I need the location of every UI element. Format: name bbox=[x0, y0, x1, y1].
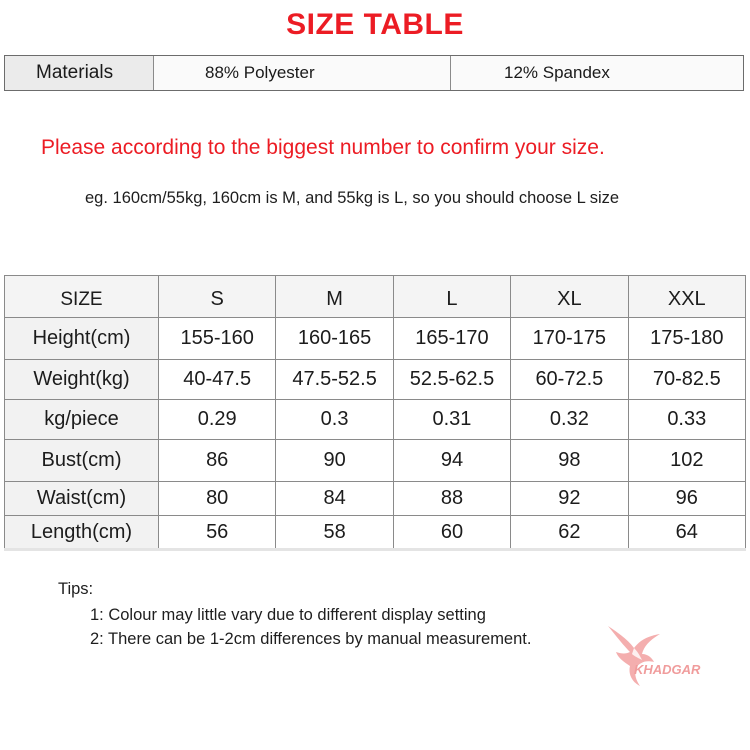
header-cell: L bbox=[393, 276, 510, 318]
table-cell: 0.3 bbox=[276, 400, 393, 440]
table-cell: 86 bbox=[159, 440, 276, 482]
table-header-row bbox=[5, 276, 746, 318]
table-row-bust bbox=[5, 440, 746, 482]
table-cell: 175-180 bbox=[628, 318, 745, 360]
table-cell: 160-165 bbox=[276, 318, 393, 360]
tip-item: 1: Colour may little vary due to different display setting bbox=[90, 606, 486, 624]
table-cell: 0.32 bbox=[511, 400, 628, 440]
header-cell: XXL bbox=[628, 276, 745, 318]
table-cell: 92 bbox=[511, 482, 628, 516]
table-cell: 165-170 bbox=[393, 318, 510, 360]
table-cell: 60 bbox=[393, 516, 510, 550]
row-label: Height(cm) bbox=[5, 318, 159, 360]
table-cell: 58 bbox=[276, 516, 393, 550]
table-cell: 70-82.5 bbox=[628, 360, 745, 400]
table-cell: 40-47.5 bbox=[159, 360, 276, 400]
materials-table bbox=[4, 55, 744, 91]
table-bottom-divider bbox=[4, 548, 746, 551]
table-cell: 94 bbox=[393, 440, 510, 482]
table-cell: 0.29 bbox=[159, 400, 276, 440]
size-notice: Please according to the biggest number to confirm your size. bbox=[41, 136, 605, 159]
brand-logo bbox=[604, 618, 722, 698]
size-example: eg. 160cm/55kg, 160cm is M, and 55kg is L, so you should choose L size bbox=[85, 189, 620, 207]
table-cell: 47.5-52.5 bbox=[276, 360, 393, 400]
materials-label: Materials bbox=[5, 56, 154, 90]
header-cell: SIZE bbox=[5, 276, 159, 318]
row-label: Weight(kg) bbox=[5, 360, 159, 400]
table-cell: 60-72.5 bbox=[511, 360, 628, 400]
row-label: Waist(cm) bbox=[5, 482, 159, 516]
header-cell: S bbox=[159, 276, 276, 318]
table-cell: 56 bbox=[159, 516, 276, 550]
page-title: SIZE TABLE bbox=[286, 8, 464, 41]
table-row-kg-piece bbox=[5, 400, 746, 440]
tips-title: Tips: bbox=[58, 580, 94, 598]
bird-logo-icon bbox=[604, 618, 722, 698]
table-cell: 52.5-62.5 bbox=[393, 360, 510, 400]
material-polyester: 88% Polyester bbox=[154, 56, 451, 90]
table-cell: 80 bbox=[159, 482, 276, 516]
table-cell: 88 bbox=[393, 482, 510, 516]
table-row-waist bbox=[5, 482, 746, 516]
table-cell: 102 bbox=[628, 440, 745, 482]
table-cell: 0.33 bbox=[628, 400, 745, 440]
table-cell: 90 bbox=[276, 440, 393, 482]
table-cell: 84 bbox=[276, 482, 393, 516]
table-row-height bbox=[5, 318, 746, 360]
table-cell: 64 bbox=[628, 516, 745, 550]
row-label: kg/piece bbox=[5, 400, 159, 440]
table-cell: 98 bbox=[511, 440, 628, 482]
material-spandex: 12% Spandex bbox=[504, 63, 610, 82]
header-cell: M bbox=[276, 276, 393, 318]
tip-item: 2: There can be 1-2cm differences by manual measurement. bbox=[90, 630, 532, 648]
logo-text: KHADGAR bbox=[634, 662, 701, 677]
table-cell: 170-175 bbox=[511, 318, 628, 360]
table-row-length bbox=[5, 516, 746, 550]
table-cell: 96 bbox=[628, 482, 745, 516]
table-cell: 155-160 bbox=[159, 318, 276, 360]
table-cell: 0.31 bbox=[393, 400, 510, 440]
row-label: Length(cm) bbox=[5, 516, 159, 550]
table-row-weight bbox=[5, 360, 746, 400]
row-label: Bust(cm) bbox=[5, 440, 159, 482]
size-table bbox=[4, 275, 746, 550]
header-cell: XL bbox=[511, 276, 628, 318]
table-cell: 62 bbox=[511, 516, 628, 550]
